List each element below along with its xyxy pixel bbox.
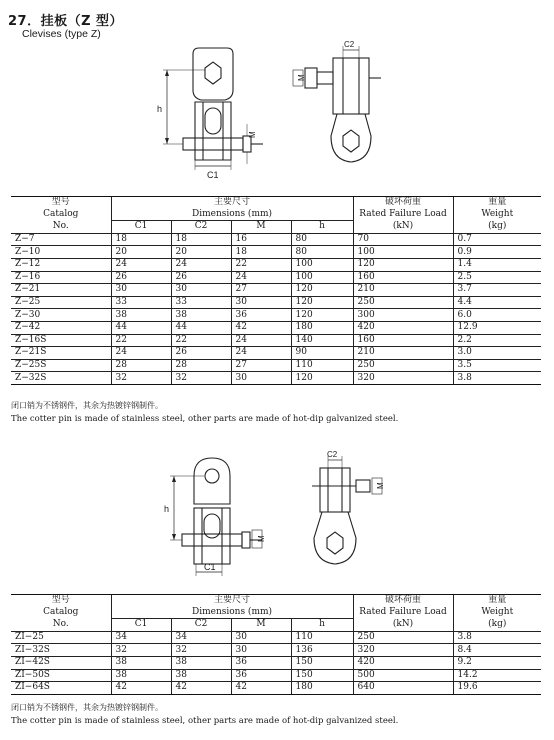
value-cell: 32 <box>111 372 171 385</box>
value-cell: 3.5 <box>453 359 541 372</box>
value-cell: 26 <box>111 271 171 284</box>
col-c1-2: C1 <box>111 619 171 632</box>
value-cell: 30 <box>171 284 231 297</box>
table-row <box>11 644 541 657</box>
dim-m-label-side-2: M <box>376 482 385 489</box>
value-cell: 2.2 <box>453 334 541 347</box>
catalog-cell: ZI−50S <box>11 669 111 682</box>
value-cell: 160 <box>353 271 453 284</box>
value-cell: 38 <box>111 669 171 682</box>
value-cell: 18 <box>111 233 171 246</box>
value-cell: 38 <box>171 656 231 669</box>
table-row <box>11 284 541 297</box>
col-h: h <box>291 221 353 234</box>
catalog-cell: Z−21 <box>11 284 111 297</box>
value-cell: 0.7 <box>453 233 541 246</box>
value-cell: 20 <box>111 246 171 259</box>
value-cell: 80 <box>291 233 353 246</box>
front-view <box>163 48 263 170</box>
col-catalog-no: No. <box>11 221 111 234</box>
dim-h-label-2: h <box>164 504 170 514</box>
value-cell: 44 <box>171 321 231 334</box>
value-cell: 22 <box>171 334 231 347</box>
catalog-cell: ZI−25 <box>11 631 111 644</box>
dim-h-label: h <box>157 104 163 114</box>
value-cell: 1.4 <box>453 258 541 271</box>
value-cell: 36 <box>231 656 291 669</box>
value-cell: 4.4 <box>453 296 541 309</box>
spec-table-zi <box>11 594 541 695</box>
col-load-en: Rated Failure Load <box>353 209 453 221</box>
value-cell: 120 <box>291 284 353 297</box>
col-weight-unit: (kg) <box>453 221 541 234</box>
value-cell: 27 <box>231 359 291 372</box>
page-subtitle: Clevises (type Z) <box>22 28 101 40</box>
col-load-en-2: Rated Failure Load <box>353 607 453 619</box>
value-cell: 24 <box>231 334 291 347</box>
catalog-cell: Z−12 <box>11 258 111 271</box>
dim-c2-label-2: C2 <box>327 450 338 459</box>
value-cell: 42 <box>111 682 171 695</box>
col-m: M <box>231 221 291 234</box>
value-cell: 24 <box>231 347 291 360</box>
value-cell: 27 <box>231 284 291 297</box>
value-cell: 210 <box>353 284 453 297</box>
col-dims-en: Dimensions (mm) <box>111 209 353 221</box>
col-load-cn-2: 破坏荷重 <box>353 595 453 607</box>
value-cell: 38 <box>171 669 231 682</box>
table-row <box>11 271 541 284</box>
value-cell: 9.2 <box>453 656 541 669</box>
spec-table-z-body <box>11 233 541 384</box>
value-cell: 30 <box>111 284 171 297</box>
col-dims-cn: 主要尺寸 <box>111 197 353 209</box>
value-cell: 100 <box>291 271 353 284</box>
col-catalog-en-2: Catalog <box>43 607 79 618</box>
value-cell: 32 <box>111 644 171 657</box>
value-cell: 20 <box>171 246 231 259</box>
value-cell: 14.2 <box>453 669 541 682</box>
value-cell: 8.4 <box>453 644 541 657</box>
catalog-cell: Z−7 <box>11 233 111 246</box>
col-m-2: M <box>231 619 291 632</box>
value-cell: 500 <box>353 669 453 682</box>
catalog-cell: Z−42 <box>11 321 111 334</box>
value-cell: 80 <box>291 246 353 259</box>
value-cell: 24 <box>111 347 171 360</box>
col-c1: C1 <box>111 221 171 234</box>
catalog-cell: ZI−32S <box>11 644 111 657</box>
catalog-cell: Z−16 <box>11 271 111 284</box>
value-cell: 24 <box>231 271 291 284</box>
value-cell: 18 <box>231 246 291 259</box>
col-weight-unit-2: (kg) <box>453 619 541 632</box>
value-cell: 38 <box>111 656 171 669</box>
value-cell: 28 <box>171 359 231 372</box>
table-row <box>11 669 541 682</box>
catalog-cell: Z−30 <box>11 309 111 322</box>
value-cell: 42 <box>231 682 291 695</box>
value-cell: 90 <box>291 347 353 360</box>
value-cell: 150 <box>291 669 353 682</box>
col-load-cn: 破坏荷重 <box>353 197 453 209</box>
value-cell: 120 <box>291 309 353 322</box>
table-row <box>11 682 541 695</box>
value-cell: 120 <box>291 296 353 309</box>
value-cell: 0.9 <box>453 246 541 259</box>
value-cell: 420 <box>353 321 453 334</box>
value-cell: 42 <box>231 321 291 334</box>
value-cell: 32 <box>171 644 231 657</box>
value-cell: 250 <box>353 296 453 309</box>
value-cell: 300 <box>353 309 453 322</box>
value-cell: 22 <box>231 258 291 271</box>
value-cell: 38 <box>111 309 171 322</box>
value-cell: 19.6 <box>453 682 541 695</box>
col-catalog-cn: 型号 <box>11 197 111 209</box>
col-weight-en: Weight <box>453 209 541 221</box>
side-view <box>305 46 381 162</box>
dim-c2-label: C2 <box>344 40 355 49</box>
col-dims-cn-2: 主要尺寸 <box>111 595 353 607</box>
table-row <box>11 309 541 322</box>
value-cell: 100 <box>353 246 453 259</box>
value-cell: 33 <box>111 296 171 309</box>
note-cn-2: 闭口销为不锈钢件，其余为热镀锌钢制件。 <box>11 703 163 712</box>
value-cell: 26 <box>171 271 231 284</box>
table-row <box>11 347 541 360</box>
value-cell: 34 <box>111 631 171 644</box>
value-cell: 3.8 <box>453 372 541 385</box>
value-cell: 16 <box>231 233 291 246</box>
value-cell: 180 <box>291 682 353 695</box>
dim-m-label-2: M <box>257 535 266 542</box>
value-cell: 22 <box>111 334 171 347</box>
col-catalog-cn-2: 型号 <box>11 595 111 607</box>
table-row <box>11 372 541 385</box>
value-cell: 210 <box>353 347 453 360</box>
value-cell: 28 <box>111 359 171 372</box>
value-cell: 320 <box>353 372 453 385</box>
value-cell: 34 <box>171 631 231 644</box>
dim-m-label: M <box>248 131 257 138</box>
side-view-2 <box>312 456 382 564</box>
col-c2-2: C2 <box>171 619 231 632</box>
table-row <box>11 656 541 669</box>
value-cell: 30 <box>231 296 291 309</box>
table-row <box>11 246 541 259</box>
catalog-cell: ZI−42S <box>11 656 111 669</box>
value-cell: 3.0 <box>453 347 541 360</box>
value-cell: 250 <box>353 631 453 644</box>
col-weight-cn: 重量 <box>453 197 541 209</box>
value-cell: 33 <box>171 296 231 309</box>
clevis-zi-drawing <box>160 450 410 580</box>
note-en-1: The cotter pin is made of stainless steel, other parts are made of hot-dip galvanized steel. <box>11 414 399 424</box>
value-cell: 44 <box>111 321 171 334</box>
catalog-cell: Z−32S <box>11 372 111 385</box>
value-cell: 24 <box>111 258 171 271</box>
catalog-cell: Z−25 <box>11 296 111 309</box>
value-cell: 110 <box>291 359 353 372</box>
table-row <box>11 631 541 644</box>
value-cell: 120 <box>353 258 453 271</box>
table-row <box>11 334 541 347</box>
spec-table-z <box>11 196 541 385</box>
col-load-unit-2: (kN) <box>353 619 453 632</box>
dim-c1-label: C1 <box>207 170 219 180</box>
note-cn-1: 闭口销为不锈钢件，其余为热镀锌钢制件。 <box>11 401 163 410</box>
value-cell: 36 <box>231 669 291 682</box>
table-row <box>11 296 541 309</box>
col-weight-cn-2: 重量 <box>453 595 541 607</box>
front-view-2 <box>170 458 262 576</box>
value-cell: 32 <box>171 372 231 385</box>
value-cell: 150 <box>291 656 353 669</box>
value-cell: 110 <box>291 631 353 644</box>
catalog-cell: Z−16S <box>11 334 111 347</box>
value-cell: 6.0 <box>453 309 541 322</box>
table-row <box>11 359 541 372</box>
value-cell: 250 <box>353 359 453 372</box>
value-cell: 70 <box>353 233 453 246</box>
value-cell: 30 <box>231 644 291 657</box>
value-cell: 30 <box>231 372 291 385</box>
col-h-2: h <box>291 619 353 632</box>
value-cell: 100 <box>291 258 353 271</box>
value-cell: 2.5 <box>453 271 541 284</box>
value-cell: 12.9 <box>453 321 541 334</box>
col-c2: C2 <box>171 221 231 234</box>
value-cell: 160 <box>353 334 453 347</box>
catalog-cell: ZI−64S <box>11 682 111 695</box>
value-cell: 36 <box>231 309 291 322</box>
catalog-cell: Z−10 <box>11 246 111 259</box>
value-cell: 18 <box>171 233 231 246</box>
col-load-unit: (kN) <box>353 221 453 234</box>
value-cell: 180 <box>291 321 353 334</box>
value-cell: 320 <box>353 644 453 657</box>
table-row <box>11 258 541 271</box>
value-cell: 30 <box>231 631 291 644</box>
value-cell: 120 <box>291 372 353 385</box>
table-row <box>11 233 541 246</box>
value-cell: 3.8 <box>453 631 541 644</box>
value-cell: 140 <box>291 334 353 347</box>
value-cell: 42 <box>171 682 231 695</box>
clevis-z-drawing <box>145 40 405 180</box>
spec-table-zi-body <box>11 631 541 694</box>
value-cell: 24 <box>171 258 231 271</box>
page-title: 27．挂板（Z 型） <box>8 14 124 29</box>
dim-c1-label-2: C1 <box>204 562 216 572</box>
note-en-2: The cotter pin is made of stainless steel, other parts are made of hot-dip galvanized steel. <box>11 716 399 726</box>
value-cell: 3.7 <box>453 284 541 297</box>
dim-m-label-side: M <box>297 74 306 81</box>
col-weight-en-2: Weight <box>453 607 541 619</box>
col-dims-en-2: Dimensions (mm) <box>111 607 353 619</box>
col-catalog-en: Catalog <box>43 209 79 220</box>
value-cell: 26 <box>171 347 231 360</box>
col-catalog-no-2: No. <box>11 619 111 632</box>
value-cell: 38 <box>171 309 231 322</box>
value-cell: 640 <box>353 682 453 695</box>
value-cell: 136 <box>291 644 353 657</box>
value-cell: 420 <box>353 656 453 669</box>
catalog-cell: Z−25S <box>11 359 111 372</box>
catalog-cell: Z−21S <box>11 347 111 360</box>
table-row <box>11 321 541 334</box>
